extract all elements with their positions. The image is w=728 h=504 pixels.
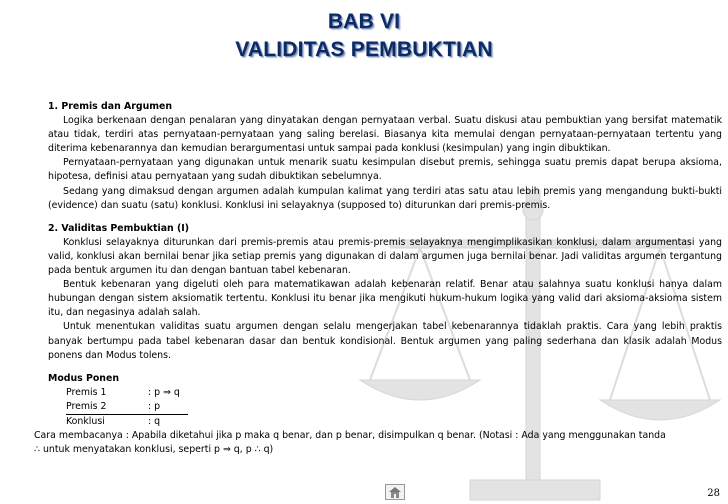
premis-2-row: [66, 400, 188, 415]
row-value: : p ⇒ q: [148, 386, 180, 398]
section-1-paragraph: Pernyataan-pernyataan yang digunakan untuk menarik suatu kesimpulan disebut premis, sehingga suatu premis dapat berupa aksioma, hipotesa, definisi atau pernyataan yang sudah dibuktikan sebelumnya.: [48, 157, 722, 183]
explanation-line: ∴ untuk menyatakan konklusi, seperti p ⇒ q, p ∴ q): [34, 444, 274, 456]
row-value: : q: [148, 415, 161, 427]
row-value: : p: [148, 400, 161, 412]
modus-ponen-heading: Modus Ponen: [48, 372, 120, 384]
section-2-paragraph: Bentuk kebenaran yang digeluti oleh para matematikawan adalah kebenaran relatif. Benar atau salahnya suatu konklusi hanya dalam hubungan dengan sistem aksiomatik tertentu. Konklusi itu benar jika mengikuti hukum-hukum logika yang valid dari aksioma-aksioma sistem itu, dan negasinya adalah salah.: [48, 279, 722, 319]
chapter-title: BAB VI: [327, 10, 401, 33]
home-icon[interactable]: [385, 484, 405, 500]
section-1-paragraph: Logika berkenaan dengan penalaran yang dinyatakan dengan pernyataan verbal. Suatu diskusi atau pembuktian yang bersifat matematik atau tidak, terdiri atas pernyataan-pernyataan yang saling berelasi. Biasanya kita memulai dengan pernyataan-pernyataan tertentu yang diterima kebenarannya dan kemudian berargumentasi untuk sampai pada konklusi (kesimpulan) yang ingin dibuktikan.: [48, 115, 722, 155]
row-label: Premis 1: [66, 386, 107, 398]
page-number: 28: [707, 488, 720, 499]
content-body: [34, 100, 722, 457]
chapter-subtitle: VALIDITAS PEMBUKTIAN: [235, 38, 493, 61]
row-label: Premis 2: [66, 400, 107, 412]
modus-ponen-table: [48, 386, 722, 429]
explanation-line: Cara membacanya : Apabila diketahui jika p maka q benar, dan p benar, disimpulkan q benar. (Notasi : Ada yang menggunakan tanda: [34, 430, 666, 442]
section-2-paragraph: Untuk menentukan validitas suatu argumen dengan selalu mengerjakan tabel kebenarannya tidaklah praktis. Cara yang lebih praktis banyak bertumpu pada tabel kebenaran dasar dan bentuk kondisional. Bentuk argumen yang paling sederhana dan klasik adalah Modus ponens dan Modus tolens.: [48, 321, 722, 361]
section-1-heading: 1. Premis dan Argumen: [48, 101, 173, 112]
section-2-paragraph: Konklusi selayaknya diturunkan dari premis-premis atau premis-premis selayaknya mengimplikasikan konklusi, dalam argumentasi yang valid, konklusi akan bernilai benar jika setiap premis yang digunakan di dalam argumen juga bernilai benar. Jadi validitas argumen tergantung pada bentuk argumen itu dan dengan bantuan tabel kebenaran.: [48, 236, 722, 277]
section-2-heading: 2. Validitas Pembuktian (I): [48, 222, 190, 234]
premis-1-row: [48, 386, 722, 400]
row-label: Konklusi: [66, 415, 105, 427]
konklusi-row: [48, 415, 722, 429]
section-1-paragraph: Sedang yang dimaksud dengan argumen adalah kumpulan kalimat yang terdiri atas satu atau lebih premis yang mengandung bukti-bukti (evidence) dan suatu (satu) konklusi. Konklusi ini selayaknya (supposed to) diturunkan dari premis-premis.: [48, 185, 722, 211]
